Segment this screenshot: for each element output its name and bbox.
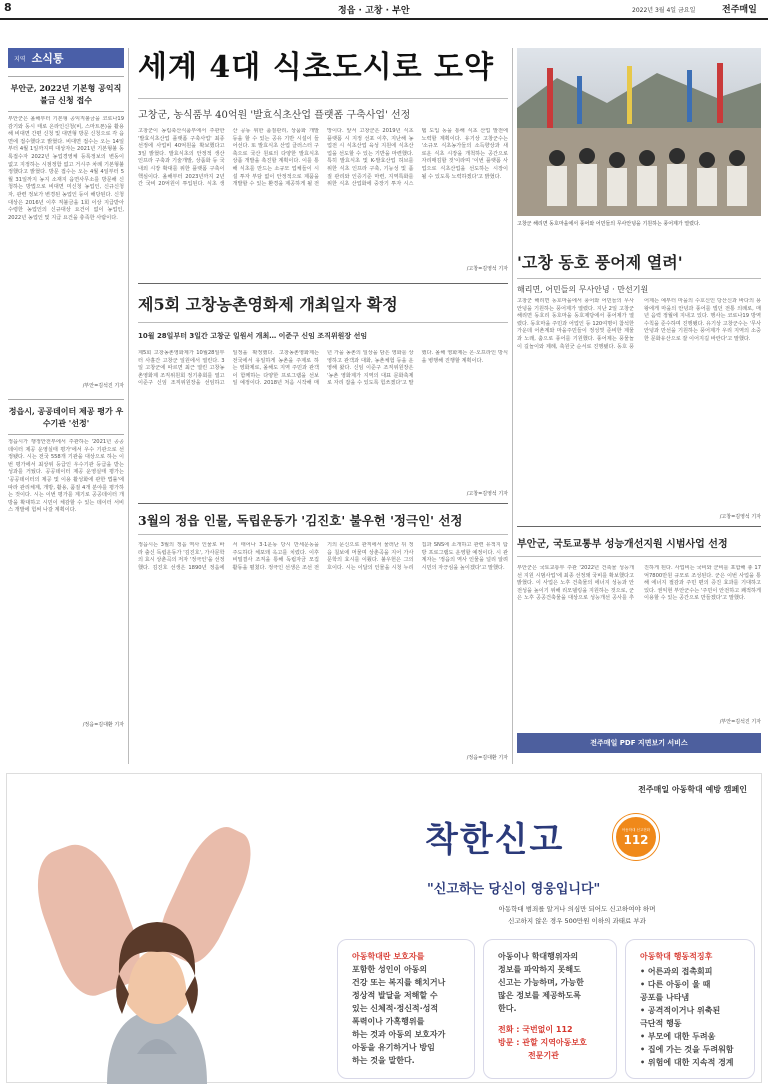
divider: [8, 399, 124, 400]
box3-title: 아동학대 행동적징후: [640, 952, 713, 961]
hotline-badge: [613, 814, 659, 860]
box3-item: 공포를 나타냄: [640, 993, 690, 1002]
box1-line: 정상적 발달을 저해할 수: [352, 991, 438, 1000]
divider: [517, 526, 761, 527]
divider: [8, 111, 124, 112]
ceremony-photo-illustration: [517, 48, 761, 216]
lead-headline: 세계 4대 식초도시로 도약: [138, 50, 495, 85]
box1-line: 폭력이나 가혹행위를: [352, 1017, 425, 1026]
pdf-service-banner[interactable]: [517, 733, 761, 753]
divider: [138, 98, 508, 99]
box3-item: • 위험에 대한 지속적 경계: [640, 1058, 734, 1067]
lead-byline: /고창=김영석 기자: [466, 266, 508, 272]
page-header: [0, 0, 768, 20]
hotline-badge-caption: 아동학대 신고전화: [621, 827, 651, 832]
box2-line: 많은 정보를 제공하도록: [498, 991, 581, 1000]
box2-line: 한다.: [498, 1004, 517, 1013]
sidebar: [8, 48, 124, 768]
ad-intro-line2: 신고하지 않은 경우 500만원 이하의 과태료 부과: [508, 917, 646, 925]
box1-line: 건강 또는 복지를 해치거나: [352, 978, 446, 987]
story2-body: 제5회 고창농촌영화제가 10월28일부터 사흘간 고창군 일원에서 열린다. 3일 고창군에 따르면 최근 열린 고창농촌영화제 조직위원회 정기총회를 열고 이준구 신임 조직위원장을 선임하고 일정을 확정했다. 고창농촌영화제는 전국에서 유일하게 농촌을 주제로 하는 영화제로, 올해도 지역 주민과 관객이 함께하는 다양한 프로그램을 선보일 예정이다. 2018년 처음 시작해 매년 가을 농촌의 일상을 담은 영화를 상영하고 관객과 대화, 농촌체험 등을 운영해 왔다. 신임 이준구 조직위원장은 '농촌 영화제가 지역의 대표 문화축제로 자리 잡을 수 있도록 힘쓰겠다'고 말했다. 올해 영화제는 온·오프라인 방식을 병행해 진행할 계획이다.: [138, 350, 508, 387]
box1-line: 아동을 유기하거나 방임: [352, 1043, 435, 1052]
box3-item: • 다른 아동이 울 때: [640, 980, 711, 989]
photo-story-subhead: 해리면, 어민들의 무사안녕 · 만선기원: [517, 285, 649, 294]
ad-campaign-title: 전주매일 아동학대 예방 캠페인: [638, 785, 747, 794]
sidebar-item1-byline: /부안=김석진 기자: [82, 383, 124, 389]
sidebar-item1-text: 부안군은 올해부터 기본형 공익직불금을 코로나19 감기와 동시 태로 온라인신청(비, 스마트폰)을 활용해 비대면 간편 신청 및 대면형 방문 신청으로 각 읍면에 접수했다고 밝혔다. 비대면 접수는 오는 14일부터 4월 1일까지며 대상자는 2021년 기본형불 동록접수자 2022년 농업경영체 등록정보의 변동이 없고 지정하는 시점정함 없고 거시주 차례 기본형불 정했다고 밝혔다. 방문 접수는 오는 4월 4일부터 5월 31일까지 농지 소재지 읍면사무소를 방문해 신청하는 방법으로 비대면 미신청 농업인, 신규신청자, 관련 정보가 변경된 농업인 등이 해당된다. 신청대상은 2016년 이후 직불금을 1회 이상 지급받아 수령한 농업인의 신규대상 요건이 없이 농업인, 2022년 농업인 및 지급 요건을 충족한 사람이다.: [8, 116, 124, 221]
box1-line: 하는 것과 아동의 보호자가: [352, 1030, 446, 1039]
sidebar-tag-big: 소식통: [31, 52, 64, 65]
box3-item: • 부모에 대한 두려움: [640, 1032, 716, 1041]
child-illustration: [67, 894, 247, 1084]
ad-slogan: "신고하는 당신이 영웅입니다": [427, 882, 601, 897]
ad-info-box-definition: [337, 939, 475, 1079]
ad-logo: 착한신고: [425, 820, 565, 860]
divider: [138, 322, 508, 323]
ad-intro-line1: 아동학대 범죄를 알거나 의심만 되어도 신고하여야 하며: [498, 905, 656, 913]
masthead: 전주매일: [722, 5, 757, 15]
box3-item: • 공격적이거나 위축된: [640, 1006, 721, 1015]
box3-item: 극단적 행동: [640, 1019, 682, 1028]
box2-contact-visit: 방문 : 관할 지역아동보호: [498, 1038, 587, 1047]
story2-headline: 제5회 고창농촌영화제 개최일자 확정: [138, 295, 398, 314]
box3-item: • 어른과의 접촉회피: [640, 967, 713, 976]
child-abuse-campaign-ad: [6, 773, 762, 1083]
divider: [8, 76, 124, 77]
box1-line: 아동학대란 보호자를: [352, 952, 425, 961]
header-rule: [0, 18, 768, 20]
sidebar-tag: [8, 48, 124, 68]
box1-line: 포함한 성인이 아동의: [352, 965, 428, 974]
pdf-service-label: 전주매일 PDF 지면보기 서비스: [590, 739, 688, 747]
sidebar-item2-title: 정읍시, 공공데이터 제공 평가 우수기관 '선정': [8, 406, 124, 428]
column-divider: [512, 48, 513, 764]
box1-line: 하는 것을 말한다.: [352, 1056, 415, 1065]
news-photo: [517, 48, 761, 216]
story4-headline: 부안군, 국토교통부 성능개선지원 시범사업 선정: [517, 539, 728, 550]
story3-body: 정읍시는 3월의 정읍 역사 인물로 바라 출신 독립운동가 '김진호', 가사문학의 효시 상춘곡의 저자 '정극인'을 선정했다. 김진호 선생은 1890년 정읍에서 태어나 3·1운동 당시 만세운동을 주도하다 체포돼 옥고를 치렀다. 이후 비밀결사 조직을 통해 독립자금 모집 활동을 펼쳤다. 정극인 선생은 조선 전기의 문신으로 관직에서 물러난 뒤 정읍 칠보에 머물며 상춘곡을 지어 가사문학의 효시를 이뤘다. 불우헌은 그의 호이다. 시는 이달의 인물을 시청 누리집과 SNS에 소개하고 관련 유적지 탐방 프로그램도 운영할 예정이다. 시 관계자는 '정읍의 역사 인물을 널리 알려 시민의 자긍심을 높이겠다'고 말했다.: [138, 542, 508, 571]
box1-line: 있는 신체적·정신적·성적: [352, 1004, 439, 1013]
column-divider: [128, 48, 129, 764]
story2-subhead: 10월 28일부터 3일간 고창군 일원서 개최… 이준구 신임 조직위원장 선임: [138, 332, 368, 340]
sidebar-item2-byline: /정읍=김대환 기자: [82, 722, 124, 728]
divider: [517, 556, 761, 557]
box2-line: 신고는 가능하며, 가능한: [498, 978, 584, 987]
photo-story-body: 고창군 해리면 동호마을에서 풍어와 어민들의 무사안녕을 기원하는 풍어제가 열렸다. 지난 2일 고창군 해리면 동호리 동호마을 동호제당에서 풍어제가 열렸다. 동호마을 주민과 어업인 등 120여명이 참석한 가운데 어촌계와 마을주민들이 정성껏 준비한 제물과 노래, 춤으로 풍어를 기원했다. 풍어제는 풍물놀이 길놀이와 제례, 축원굿 순서로 진행됐다. 동호 풍어제는 예부터 마을의 수호신인 당산신과 바다의 용왕에게 마을의 안녕과 풍어를 빌던 전통 의례로, 매년 음력 정월에 지내고 있다. 행사는 코로나19 방역수칙을 준수하며 진행됐다. 유기상 고창군수는 '무사안녕과 만선을 기원하는 풍어제가 우리 지역의 소중한 문화유산으로 잘 이어지길 바란다'고 말했다.: [517, 298, 761, 350]
box2-contact-visit-cont: 전문기관: [528, 1051, 559, 1060]
story2-byline: /고창=김영석 기자: [466, 491, 508, 497]
divider: [138, 283, 508, 284]
hotline-badge-number: 112: [623, 832, 649, 847]
story4-body: 부안군은 국토교통부 주관 '2022년 건축물 성능개선 지원 시범사업'에 최종 선정돼 국비를 확보했다고 밝혔다. 이 사업은 노후 건축물의 에너지 성능과 안전성을 높이기 위해 리모델링을 지원하는 것으로, 군은 노후 공공건축물을 대상으로 성능개선 공사를 추진하게 된다. 사업비는 국비와 군비를 포함해 총 17억7800만원 규모로 조성된다. 군은 이번 사업을 통해 에너지 절감과 주민 편의 증진 효과를 기대하고 있다. 권익현 부안군수는 '주민이 안전하고 쾌적하게 이용할 수 있는 공간으로 만들겠다'고 말했다.: [517, 565, 761, 602]
story3-byline: /정읍=김대환 기자: [466, 755, 508, 761]
divider: [138, 534, 508, 535]
ad-info-box-reporting: [483, 939, 617, 1079]
box3-item: • 집에 가는 것을 두려워함: [640, 1045, 734, 1054]
photo-caption: 고창군 해리면 동호마을에서 풍어와 어민들의 무사안녕을 기원하는 풍어제가 열렸다.: [517, 221, 701, 227]
lead-subhead: 고창군, 농식품부 40억원 '발효식초산업 플랫폼 구축사업' 선정: [138, 110, 411, 121]
divider: [517, 278, 761, 279]
story4-byline: /부안=김석진 기자: [719, 719, 761, 725]
sidebar-item1-title: 부안군, 2022년 기본형 공익직불금 신청 접수: [10, 83, 122, 105]
divider: [138, 503, 508, 504]
ad-info-box-signs: [625, 939, 755, 1079]
issue-date: 2022년 3월 4일 금요일: [632, 7, 696, 14]
lead-body: 고창군이 농림축산식품부에서 주관한 '발효식초산업 플랫폼 구축사업' 최종 선정에 사업비 40억원을 확보했다고 3일 밝혔다. 발효식초의 안정적 생산 인프라 구축과 기술개발, 상품화 등 국내외 시장 확대를 위한 플랫폼 구축이 핵심이다. 올해부터 2023년까지 2년간 국비 20억원이 투입된다. 식초 생산 공동 위한 품질관리, 상품화 개발 등을 할 수 있는 공유 기반 시설이 들어선다. 또 발효식초 산업 클러스터 구축으로 국산 원료의 다양한 발효식초 상품 개발을 촉진할 계획이다. 이를 통해 식초를 만드는 소규모 업체들이 시설 투자 부담 없이 안정적으로 제품을 개발할 수 있는 환경을 제공하게 될 전망이다. 앞서 고창군은 2019년 식초플랫폼 시 지정 선포 이후, 지난해 농업전 시 식초산업 육성 지원에 식초산업을 선도할 수 있는 기반을 마련했다. 특히 발효식초 및 K-발효산업 허브를 위한 식초 인프라 구축, 기능성 및 품질 관리와 인증기준 마련, 지역특화를 위한 식초 산업화에 중장기 투자 시스템 도입 동을 통해 식초 산업 발전에 노력할 계획이다. 유기상 고창군수는 '소규모 식초농가들의 소득향상과 새로운 식초 시장을 개척하는 공간으로 자리매김할 것'이라며 '이번 플랫폼 사업으로 식초산업을 선도하는 시장이 될 수 있도록 노력하겠다'고 밝혔다.: [138, 128, 508, 188]
box2-line: 정보를 파악하지 못해도: [498, 965, 581, 974]
divider: [8, 434, 124, 435]
photo-story-headline: '고창 동호 풍어제 열려': [517, 253, 683, 272]
photo-story-byline: /고창=김영석 기자: [719, 514, 761, 520]
page-number: 8: [4, 1, 12, 14]
box2-contact-phone: 전화 : 국번없이 112: [498, 1025, 573, 1034]
sidebar-item2-text: 정읍시가 행정안전부에서 주관하는 '2021년 공공데이터 제공 운영실태 평가'에서 우수 기관으로 선정됐다. 시는 전국 558개 기관을 대상으로 하는 이번 평가에서 최상위 등급인 우수기관 등급을 받는 성과를 거뒀다. 공공데이터 제공 운영실태 평가는 '공공데이터의 제공 및 이용 활성화에 관한 법률'에 따라 관리체계, 개방, 활용, 품질 4개 분야를 평가하는 것이다. 시는 이번 평가를 계기로 공공데이터 개방을 확대하고 시민이 체감할 수 있는 데이터 서비스 개발에 힘써 나갈 계획이다.: [8, 439, 124, 514]
section-title: 정읍 · 고창 · 부안: [338, 6, 410, 16]
box2-line: 아동이나 학대행위자의: [498, 952, 579, 961]
story3-headline: 3월의 정읍 인물, 독립운동가 '김진호' 불우헌 '정극인' 선정: [138, 513, 463, 528]
sidebar-tag-small: 지역: [14, 55, 26, 63]
